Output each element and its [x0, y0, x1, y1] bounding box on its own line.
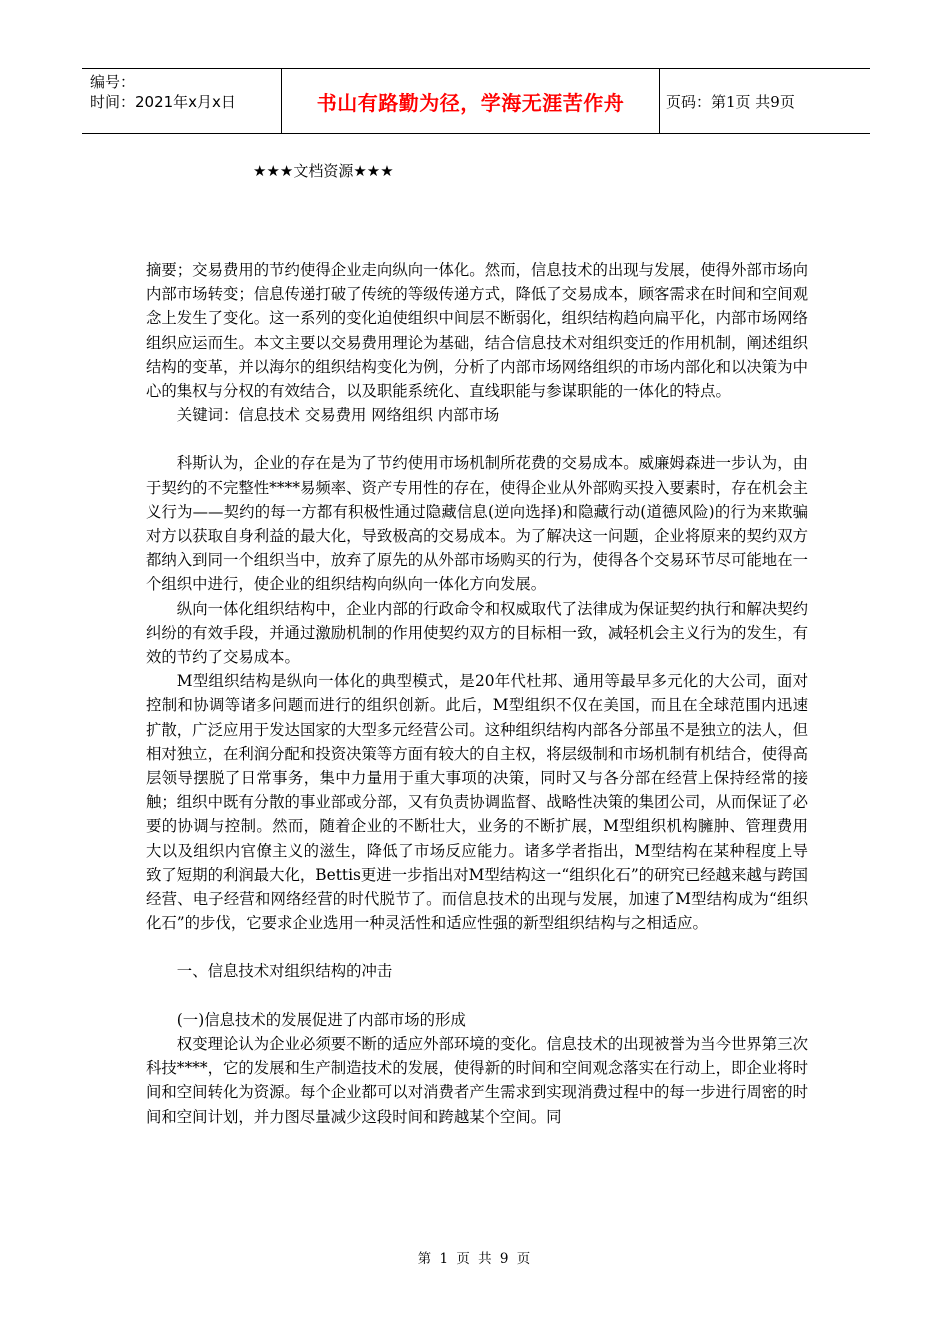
section-heading: 一、信息技术对组织结构的冲击	[176, 962, 393, 981]
document-banner: ★★★文档资源★★★	[253, 162, 394, 180]
header-page-cell	[660, 69, 870, 133]
spacer	[146, 935, 808, 959]
document-header	[82, 68, 870, 134]
header-page-info: 页码：第1页 共9页	[666, 92, 795, 111]
body-paragraph: 科斯认为，企业的存在是为了节约使用市场机制所花费的交易成本。威廉姆森进一步认为，由于契约的不完整性****易频率、资产专用性的存在，使得企业从外部购买投入要素时，存在机会主义行为——契约的每一方都有积极性通过隐藏信息(逆向选择)和隐藏行动(道德风险)的行为来欺骗对方以获取自身利益的最大化，导致极高的交易成本。为了解决这一问题，企业将原来的契约双方都纳入到同一个组织当中，放弃了原先的从外部市场购买的行为，使得各个交易环节尽可能地在一个组织中进行，使企业的组织结构向纵向一体化方向发展。	[146, 454, 808, 594]
body-paragraph: 权变理论认为企业必须要不断的适应外部环境的变化。信息技术的出现被誉为当今世界第三次科技****，它的发展和生产制造技术的发展，使得新的时间和空间观念落实在行动上，即企业将时间和空间转化为资源。每个企业都可以对消费者产生需求到实现消费过程中的每一步进行周密的时间和空间计划，并力图尽量减少这段时间和跨越某个空间。同	[146, 1034, 808, 1126]
page-footer: 第 1 页 共 9 页	[417, 1251, 533, 1267]
body-paragraph: M型组织结构是纵向一体化的典型模式，是20年代杜邦、通用等最早多元化的大公司，面对控制和协调等诸多问题而进行的组织创新。此后，M型组织不仅在美国，而且在全球范围内迅速扩散，广泛应用于发达国家的大型多元经营公司。这种组织结构内部各分部虽不是独立的法人，但相对独立，在利润分配和投资决策等方面有较大的自主权，将层级制和市场机制有机结合，使得高层领导摆脱了日常事务，集中力量用于重大事项的决策，同时又与各分部在经营上保持经常的接触；组织中既有分散的事业部或分部，又有负责协调监督、战略性决策的集团公司，从而保证了必要的协调与控制。然而，随着企业的不断壮大，业务的不断扩展，M型组织机构臃肿、管理费用大以及组织内官僚主义的滋生，降低了市场反应能力。诸多学者指出，M型结构在某种程度上导致了短期的利润最大化，Bettis更进一步指出对M型结构这一“组织化石”的研究已经越来越与跨国经营、电子经营和网络经营的时代脱节了。而信息技术的出现与发展，加速了M型结构成为“组织化石”的步伐，它要求企业选用一种灵活性和适应性强的新型组织结构与之相适应。	[146, 672, 808, 933]
spacer	[146, 984, 808, 1008]
subsection-heading: (一)信息技术的发展促进了内部市场的形成	[176, 1010, 466, 1029]
header-motto: 书山有路勤为径，学海无涯苦作舟	[316, 90, 625, 115]
body-paragraph: 纵向一体化组织结构中，企业内部的行政命令和权威取代了法律成为保证契约执行和解决契约纠纷的有效手段，并通过激励机制的作用使契约双方的目标相一致，减轻机会主义行为的发生，有效的节约了交易成本。	[146, 599, 808, 667]
abstract-paragraph: 摘要；交易费用的节约使得企业走向纵向一体化。然而，信息技术的出现与发展，使得外部市场向内部市场转变；信息传递打破了传统的等级传递方式，降低了交易成本，顾客需求在时间和空间观念上发生了变化。这一系列的变化迫使组织中间层不断弱化，组织结构趋向扁平化，内部市场网络组织应运而生。本文主要以交易费用理论为基础，结合信息技术对组织变迁的作用机制，阐述组织结构的变革，并以海尔的组织结构变化为例，分析了内部市场网络组织的市场内部化和以决策为中心的集权与分权的有效结合，以及职能系统化、直线职能与参谋职能的一体化的特点。	[146, 261, 808, 401]
header-motto-cell	[282, 69, 660, 133]
keywords-line: 关键词：信息技术 交易费用 网络组织 内部市场	[176, 406, 500, 425]
document-body	[146, 258, 808, 1129]
header-meta-cell	[82, 69, 282, 133]
spacer	[146, 427, 808, 451]
document-number-label: 编号：	[90, 73, 136, 91]
document-date-label: 时间：2021年x月x日	[90, 93, 236, 111]
